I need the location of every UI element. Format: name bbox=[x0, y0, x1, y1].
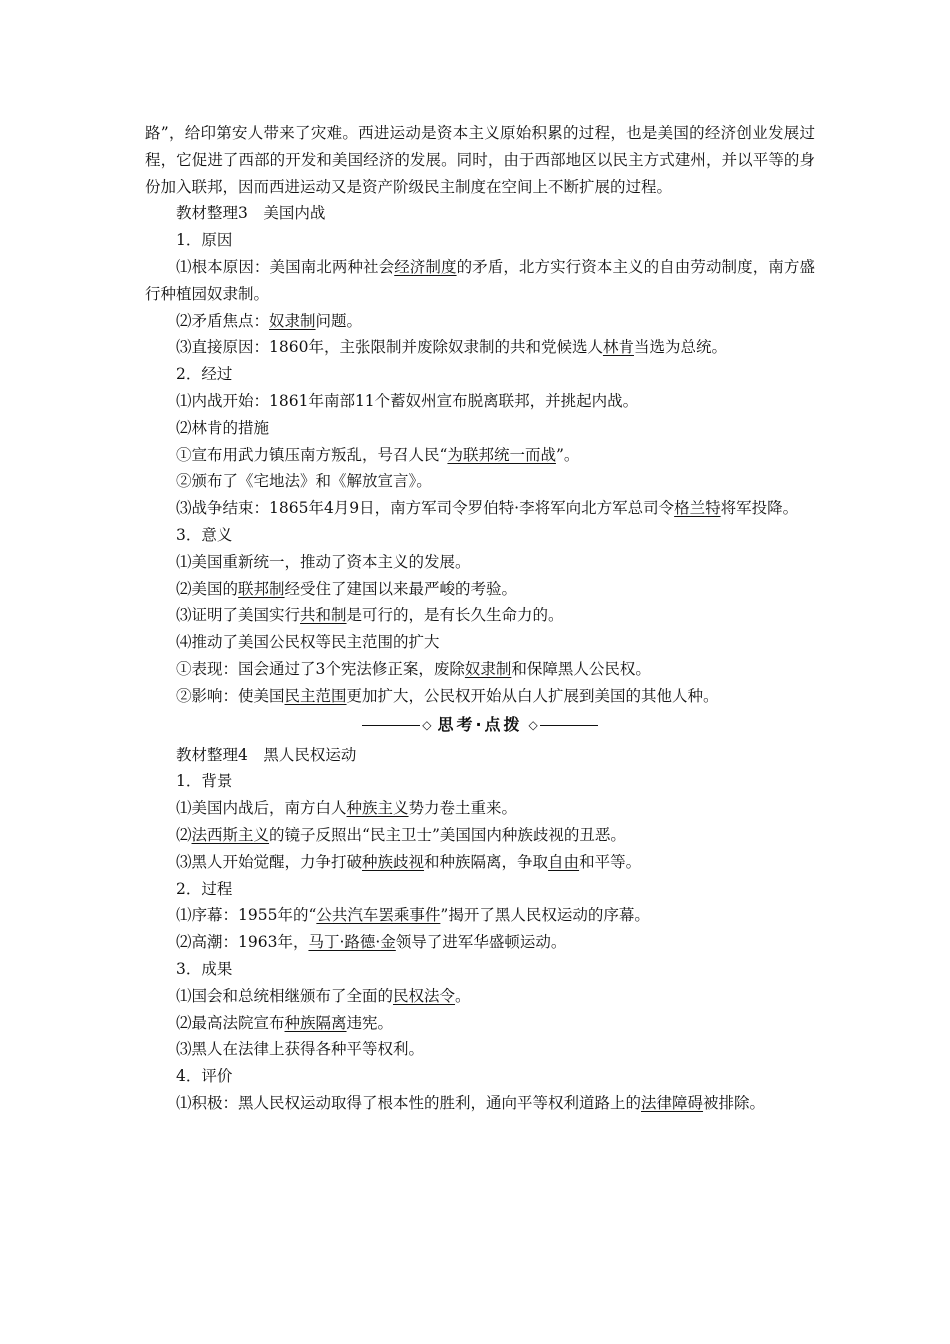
text-segment: 的矛盾，北方实行资本主义的自由劳动制度，南方盛行种植园奴隶制。 bbox=[145, 257, 815, 303]
text-segment: 被排除。 bbox=[703, 1093, 766, 1112]
body-line bbox=[145, 334, 815, 361]
text-segment: ⑵ bbox=[176, 825, 192, 844]
text-segment: 当选为总统。 bbox=[633, 338, 727, 357]
text-segment: 3．成果 bbox=[176, 959, 233, 978]
section-3-body bbox=[145, 227, 815, 709]
text-segment: ⑴美国重新统一，推动了资本主义的发展。 bbox=[176, 552, 471, 571]
body-line bbox=[145, 849, 815, 876]
text-segment: ⑴积极：黑人民权运动取得了根本性的胜利，通向平等权利道路上的 bbox=[176, 1093, 642, 1112]
text-segment: ①宣布用武力镇压南方叛乱，号召人民“ bbox=[176, 445, 448, 464]
text-segment: ⑵林肯的措施 bbox=[176, 418, 270, 437]
text-segment: ②颁布了《宅地法》和《解放宣言》。 bbox=[176, 472, 432, 491]
text-segment: ⑶直接原因：1860年，主张限制并废除奴隶制的共和党候选人 bbox=[176, 338, 603, 357]
body-line bbox=[145, 656, 815, 683]
text-segment: 和保障黑人公民权。 bbox=[511, 659, 651, 678]
text-segment: 3．意义 bbox=[176, 525, 233, 544]
text-segment: 违宪。 bbox=[346, 1013, 394, 1032]
body-line bbox=[145, 308, 815, 335]
body-line bbox=[145, 361, 815, 388]
underlined-answer: 自由 bbox=[548, 852, 580, 871]
body-line bbox=[145, 468, 815, 495]
underlined-answer: 民主范围 bbox=[284, 686, 347, 705]
text-segment: 和种族隔离，争取 bbox=[424, 852, 549, 871]
text-segment: 1．原因 bbox=[176, 231, 233, 250]
body-line bbox=[145, 415, 815, 442]
underlined-answer: 法西斯主义 bbox=[191, 825, 270, 844]
text-segment: ”。 bbox=[555, 445, 580, 464]
section-3-heading: 教材整理3 美国内战 bbox=[176, 204, 326, 223]
body-line bbox=[145, 1063, 815, 1090]
text-segment: 2．过程 bbox=[176, 879, 233, 898]
body-line bbox=[145, 549, 815, 576]
text-segment: 1．背景 bbox=[176, 772, 233, 791]
body-line bbox=[145, 902, 815, 929]
body-line bbox=[145, 254, 815, 308]
section-4-body bbox=[145, 768, 815, 1116]
text-segment: ②影响：使美国 bbox=[176, 686, 285, 705]
underlined-answer: 马丁·路德·金 bbox=[308, 933, 396, 952]
text-segment: 。 bbox=[455, 986, 471, 1005]
text-segment: ⑶战争结束：1865年4月9日，南方军司令罗伯特·李将军向北方军总司令 bbox=[176, 499, 675, 518]
text-segment: ⑶黑人开始觉醒，力争打破 bbox=[176, 852, 363, 871]
text-segment: ⑴国会和总统相继颁布了全面的 bbox=[176, 986, 394, 1005]
text-segment: ⑴美国内战后，南方白人 bbox=[176, 799, 347, 818]
text-segment: ⑶黑人在法律上获得各种平等权利。 bbox=[176, 1040, 425, 1059]
text-segment: ①表现：国会通过了3个宪法修正案，废除 bbox=[176, 659, 465, 678]
body-line bbox=[145, 822, 815, 849]
text-segment: 势力卷土重来。 bbox=[408, 799, 518, 818]
text-segment: ⑵美国的 bbox=[176, 579, 239, 598]
body-line bbox=[145, 768, 815, 795]
underlined-answer: 种族歧视 bbox=[362, 852, 425, 871]
underlined-answer: 种族隔离 bbox=[284, 1013, 347, 1032]
underlined-answer: 奴隶制 bbox=[464, 659, 512, 678]
text-segment: ⑵最高法院宣布 bbox=[176, 1013, 285, 1032]
text-segment: 是可行的，是有长久生命力的。 bbox=[346, 606, 564, 625]
text-segment: ⑵矛盾焦点： bbox=[176, 311, 270, 330]
body-line bbox=[145, 956, 815, 983]
underlined-answer: 种族主义 bbox=[346, 799, 409, 818]
body-line bbox=[145, 1090, 815, 1117]
text-segment: 2．经过 bbox=[176, 365, 233, 384]
underlined-answer: 共和制 bbox=[300, 606, 347, 625]
text-segment: 更加扩大，公民权开始从白人扩展到美国的其他人种。 bbox=[346, 686, 719, 705]
body-line bbox=[145, 576, 815, 603]
text-segment: ⑵高潮：1963年， bbox=[176, 933, 309, 952]
divider-line-left bbox=[362, 725, 420, 726]
text-segment: ”揭开了黑人民权运动的序幕。 bbox=[440, 906, 650, 925]
diamond-icon: ◇ bbox=[422, 718, 432, 733]
body-line bbox=[145, 683, 815, 710]
body-line bbox=[145, 522, 815, 549]
intro-paragraph-group bbox=[145, 120, 815, 200]
document-body bbox=[145, 120, 815, 1117]
underlined-answer: 法律障碍 bbox=[641, 1093, 704, 1112]
body-line bbox=[145, 602, 815, 629]
body-line bbox=[145, 495, 815, 522]
body-line bbox=[145, 795, 815, 822]
text-segment: ⑷推动了美国公民权等民主范围的扩大 bbox=[176, 633, 440, 652]
divider-label: 思考·点拨 bbox=[437, 715, 523, 735]
underlined-answer: 格兰特 bbox=[674, 499, 721, 518]
underlined-answer: 公共汽车罢乘事件 bbox=[316, 906, 441, 925]
divider-line-right bbox=[540, 725, 598, 726]
underlined-answer: 经济制度 bbox=[394, 257, 457, 276]
body-line bbox=[145, 227, 815, 254]
underlined-answer: 为联邦统一而战 bbox=[447, 445, 556, 464]
underlined-answer: 民权法令 bbox=[393, 986, 456, 1005]
text-segment: ⑴序幕：1955年的“ bbox=[176, 906, 317, 925]
text-segment: ⑴根本原因：美国南北两种社会 bbox=[176, 257, 395, 276]
section-4-heading: 教材整理4 黑人民权运动 bbox=[176, 745, 357, 764]
text-segment: 和平等。 bbox=[579, 852, 642, 871]
intro-paragraph: 路”，给印第安人带来了灾难。西进运动是资本主义原始积累的过程，也是美国的经济创业发展过程，它促进了西部的开发和美国经济的发展。同时，由于西部地区以民主方式建州，并以平等的身份加入联邦，因而西进运动又是资产阶级民主制度在空间上不断扩展的过程。 bbox=[145, 124, 815, 196]
text-segment: 经受住了建国以来最严峻的考验。 bbox=[284, 579, 518, 598]
text-segment: 的镜子反照出“民主卫士”美国国内种族歧视的丑恶。 bbox=[269, 825, 626, 844]
body-line bbox=[145, 1010, 815, 1037]
underlined-answer: 联邦制 bbox=[238, 579, 285, 598]
body-line bbox=[145, 442, 815, 469]
think-guide-divider bbox=[145, 712, 815, 740]
body-line bbox=[145, 388, 815, 415]
text-segment: 问题。 bbox=[315, 311, 363, 330]
body-line bbox=[145, 876, 815, 903]
text-segment: ⑴内战开始：1861年南部11个蓄奴州宣布脱离联邦，并挑起内战。 bbox=[176, 391, 639, 410]
diamond-icon: ◇ bbox=[528, 718, 538, 733]
underlined-answer: 奴隶制 bbox=[269, 311, 316, 330]
text-segment: 领导了进军华盛顿运动。 bbox=[395, 933, 567, 952]
text-segment: 将军投降。 bbox=[720, 499, 799, 518]
body-line bbox=[145, 1036, 815, 1063]
underlined-answer: 林肯 bbox=[602, 338, 634, 357]
text-segment: ⑶证明了美国实行 bbox=[176, 606, 301, 625]
body-line bbox=[145, 983, 815, 1010]
body-line bbox=[145, 929, 815, 956]
text-segment: 4．评价 bbox=[176, 1067, 233, 1086]
body-line bbox=[145, 629, 815, 656]
